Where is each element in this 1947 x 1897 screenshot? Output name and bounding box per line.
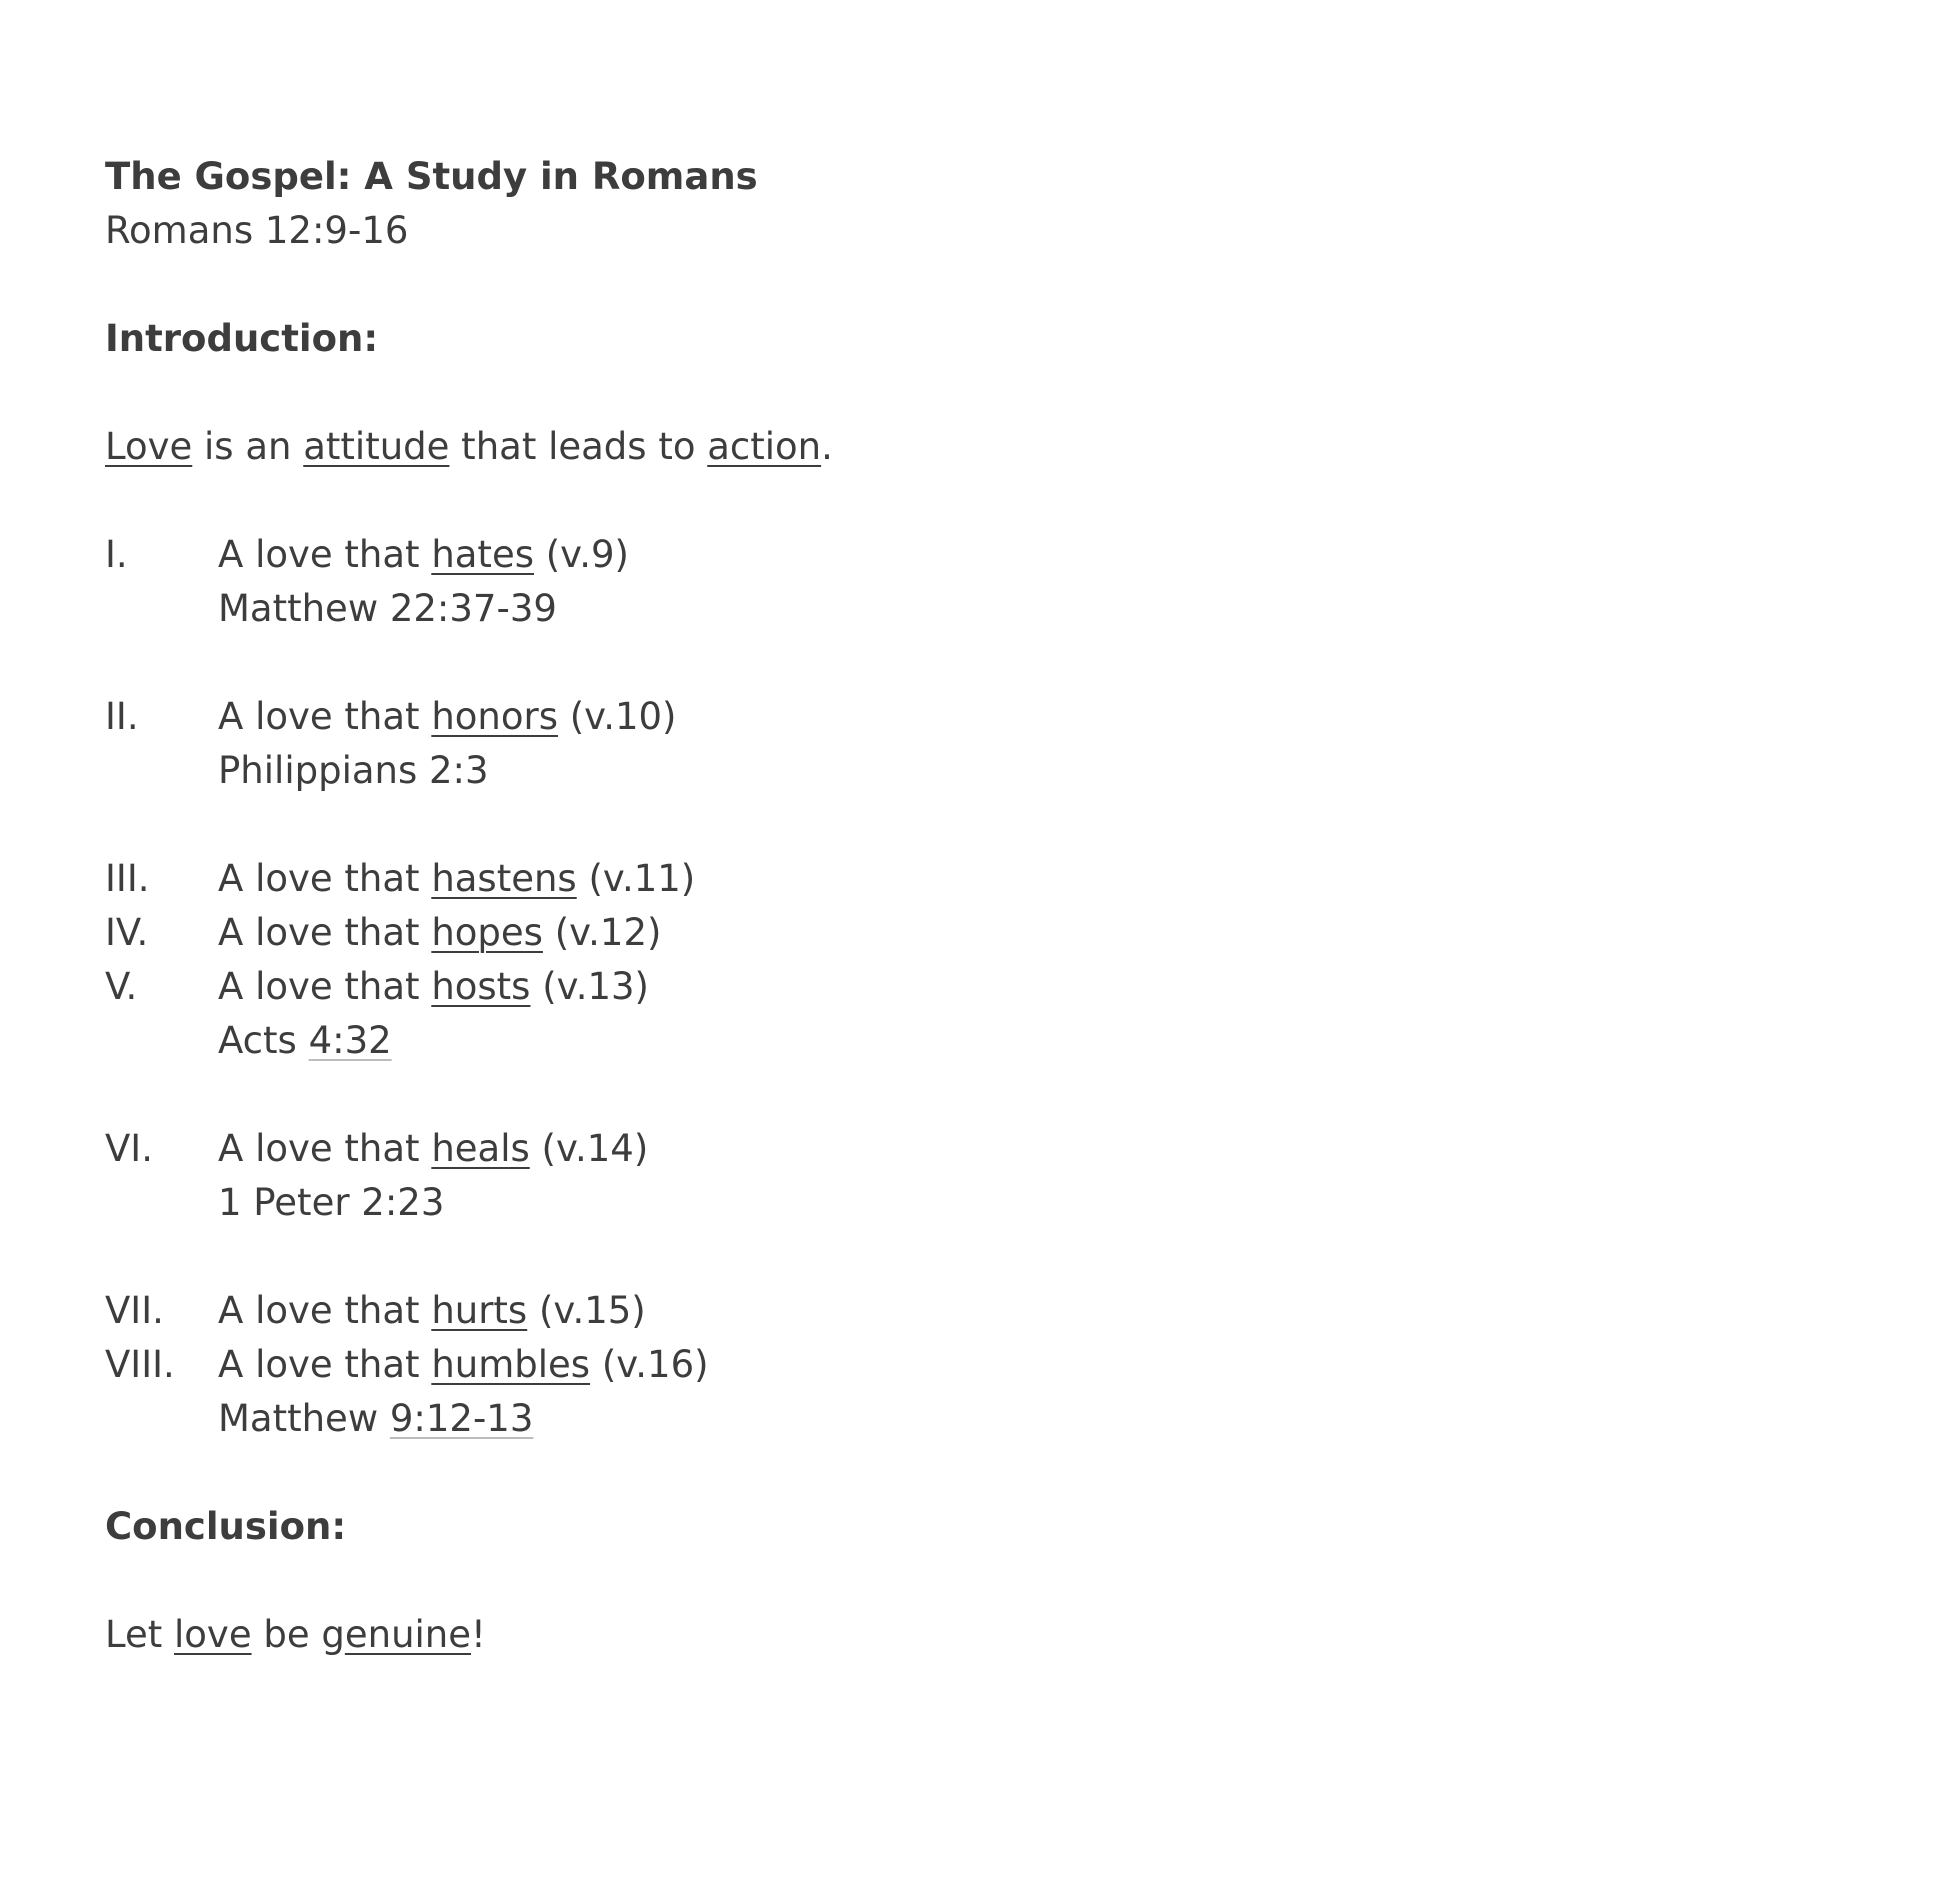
point-numeral: VII. bbox=[105, 1289, 164, 1332]
statement-text: that leads to bbox=[449, 425, 708, 468]
point-text bbox=[218, 960, 649, 1014]
outline-point-3 bbox=[105, 852, 1885, 906]
point-verse: (v.13) bbox=[530, 965, 649, 1008]
sermon-outline bbox=[105, 150, 1885, 1662]
point-prefix: A love that bbox=[218, 533, 432, 576]
point-verse: (v.9) bbox=[533, 533, 629, 576]
cross-reference: 1 Peter 2:23 bbox=[218, 1181, 445, 1224]
reference-link[interactable]: 9:12-13 bbox=[389, 1397, 534, 1440]
point-prefix: A love that bbox=[218, 695, 432, 738]
conclusion-statement bbox=[105, 1608, 1885, 1662]
point-keyword: humbles bbox=[431, 1343, 591, 1386]
point-keyword: hopes bbox=[431, 911, 543, 954]
point-keyword: hurts bbox=[431, 1289, 528, 1332]
outline-point-7 bbox=[105, 1284, 1885, 1338]
point-text bbox=[218, 1284, 646, 1338]
spacer bbox=[105, 798, 1885, 852]
spacer bbox=[105, 1068, 1885, 1122]
cross-reference: Philippians 2:3 bbox=[218, 749, 489, 792]
outline-point-1 bbox=[105, 528, 1885, 582]
point-verse: (v.15) bbox=[527, 1289, 646, 1332]
point-prefix: A love that bbox=[218, 965, 432, 1008]
scripture-passage: Romans 12:9-16 bbox=[105, 209, 409, 252]
spacer bbox=[105, 366, 1885, 420]
statement-text: . bbox=[821, 425, 833, 468]
reference-book: Matthew bbox=[218, 1397, 390, 1440]
cross-reference bbox=[105, 1014, 1885, 1068]
point-keyword: heals bbox=[431, 1127, 530, 1170]
cross-reference bbox=[105, 1392, 1885, 1446]
statement-text: Let bbox=[105, 1613, 174, 1656]
point-prefix: A love that bbox=[218, 911, 432, 954]
outline-point-8 bbox=[105, 1338, 1885, 1392]
point-prefix: A love that bbox=[218, 1289, 432, 1332]
point-verse: (v.10) bbox=[557, 695, 677, 738]
keyword-attitude: attitude bbox=[303, 425, 450, 468]
keyword-genuine: enuine bbox=[344, 1613, 472, 1656]
keyword-love: Love bbox=[105, 425, 193, 468]
point-verse: (v.12) bbox=[542, 911, 662, 954]
statement-text: be bbox=[251, 1613, 322, 1656]
outline-point-4 bbox=[105, 906, 1885, 960]
point-keyword: honors bbox=[431, 695, 558, 738]
point-numeral: VIII. bbox=[105, 1343, 175, 1386]
point-verse: (v.16) bbox=[590, 1343, 709, 1386]
point-prefix: A love that bbox=[218, 1343, 432, 1386]
reference-link[interactable]: 4:32 bbox=[308, 1019, 392, 1062]
outline-point-2 bbox=[105, 690, 1885, 744]
outline-point-5 bbox=[105, 960, 1885, 1014]
point-text bbox=[218, 1338, 709, 1392]
point-numeral: VI. bbox=[105, 1127, 153, 1170]
statement-text: is an bbox=[192, 425, 304, 468]
point-numeral: III. bbox=[105, 857, 150, 900]
conclusion-heading: Conclusion: bbox=[105, 1505, 347, 1548]
point-text bbox=[218, 906, 661, 960]
statement-text: ! bbox=[471, 1613, 486, 1656]
spacer bbox=[105, 474, 1885, 528]
point-numeral: II. bbox=[105, 695, 139, 738]
point-numeral: I. bbox=[105, 533, 128, 576]
spacer bbox=[105, 258, 1885, 312]
point-keyword: hates bbox=[431, 533, 534, 576]
point-keyword: hosts bbox=[431, 965, 531, 1008]
point-text bbox=[218, 690, 676, 744]
spacer bbox=[105, 1446, 1885, 1500]
point-numeral: IV. bbox=[105, 911, 149, 954]
point-keyword: hastens bbox=[431, 857, 577, 900]
point-prefix: A love that bbox=[218, 857, 432, 900]
point-verse: (v.11) bbox=[576, 857, 696, 900]
point-text bbox=[218, 852, 695, 906]
introduction-statement bbox=[105, 420, 1885, 474]
outline-point-6 bbox=[105, 1122, 1885, 1176]
document-title: The Gospel: A Study in Romans bbox=[105, 155, 758, 198]
keyword-love: love bbox=[174, 1613, 252, 1656]
spacer bbox=[105, 1230, 1885, 1284]
introduction-heading: Introduction: bbox=[105, 317, 379, 360]
spacer bbox=[105, 1554, 1885, 1608]
statement-text: g bbox=[321, 1613, 345, 1656]
point-prefix: A love that bbox=[218, 1127, 432, 1170]
reference-book: Acts bbox=[218, 1019, 309, 1062]
point-verse: (v.14) bbox=[529, 1127, 649, 1170]
point-numeral: V. bbox=[105, 965, 138, 1008]
spacer bbox=[105, 636, 1885, 690]
keyword-action: action bbox=[707, 425, 822, 468]
point-text bbox=[218, 528, 629, 582]
cross-reference: Matthew 22:37-39 bbox=[218, 587, 557, 630]
point-text bbox=[218, 1122, 648, 1176]
